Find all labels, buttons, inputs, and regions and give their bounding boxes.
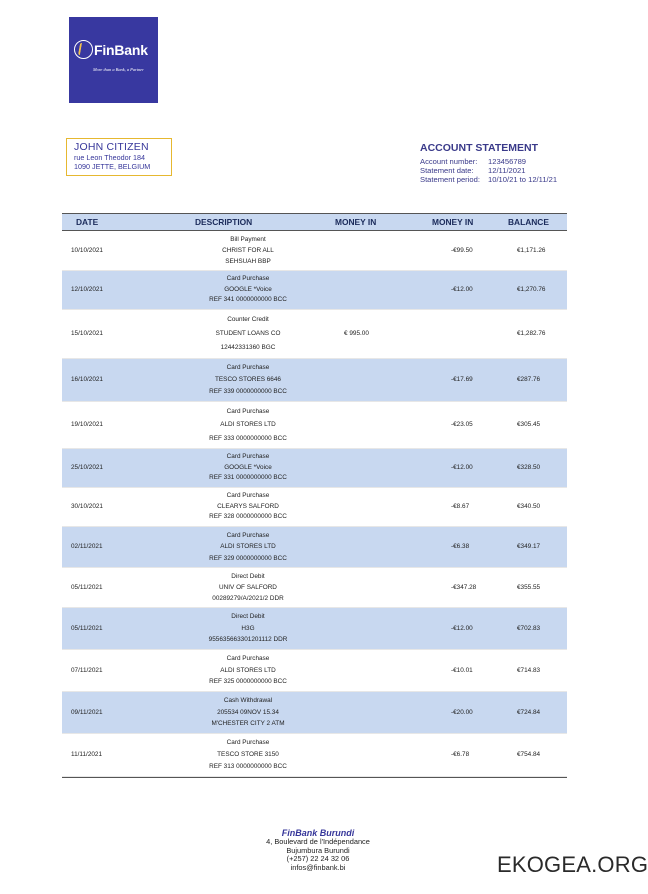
table-row <box>62 692 567 734</box>
row-date: 07/11/2021 <box>71 666 103 674</box>
table-row <box>62 310 567 359</box>
row-description <box>158 362 338 398</box>
row-description <box>158 313 338 355</box>
row-date: 16/10/2021 <box>71 376 103 383</box>
row-date: 02/11/2021 <box>71 543 103 550</box>
row-description-line: CLEARYS SALFORD <box>217 502 279 510</box>
row-date: 30/10/2021 <box>71 503 103 510</box>
table-row <box>62 488 567 527</box>
row-description-line: REF 328 0000000000 BCC <box>209 513 287 521</box>
row-description-line: Direct Debit <box>231 613 265 620</box>
row-money-out: -€23.05 <box>451 421 473 428</box>
row-balance: €328.50 <box>517 464 541 471</box>
row-date: 15/10/2021 <box>71 330 103 337</box>
row-balance: €1,270.76 <box>517 286 546 293</box>
row-balance: €287.76 <box>517 376 541 383</box>
row-date: 10/10/2021 <box>71 246 103 254</box>
row-description-line: Bill Payment <box>230 236 266 243</box>
table-row <box>62 231 567 271</box>
row-balance: €340.50 <box>517 503 541 510</box>
row-description-line: REF 333 0000000000 BCC <box>209 434 287 442</box>
row-date: 25/10/2021 <box>71 464 103 471</box>
row-description-line: Card Purchase <box>226 492 270 499</box>
row-money-out: -€20.00 <box>451 708 473 716</box>
row-description-line: Card Purchase <box>226 408 270 415</box>
row-description-line: 12442331360 BGC <box>220 344 276 351</box>
row-money-out: -€10.01 <box>451 666 473 674</box>
row-description-line: REF 341 0000000000 BCC <box>209 296 287 304</box>
row-date: 05/11/2021 <box>71 583 103 591</box>
row-description-line: ALDI STORES LTD <box>220 666 276 674</box>
row-description <box>158 274 338 306</box>
row-money-out: -€17.69 <box>451 376 473 383</box>
row-description-line: ALDI STORES LTD <box>220 543 276 551</box>
statement-info <box>420 142 557 184</box>
table-row <box>62 359 567 402</box>
row-description <box>158 611 338 646</box>
customer-name: JOHN CITIZEN <box>74 141 149 153</box>
row-balance: €702.83 <box>517 624 541 632</box>
row-description-line: 205534 09NOV 15.34 <box>217 708 279 716</box>
logo-brand-name: FinBank <box>94 42 148 58</box>
row-date: 09/11/2021 <box>71 708 103 716</box>
table-row <box>62 608 567 650</box>
table-bottom-rule <box>62 777 567 778</box>
table-row <box>62 650 567 692</box>
row-description <box>158 571 338 604</box>
table-header <box>62 213 567 231</box>
row-description-line: GOOGLE *Voice <box>224 463 272 471</box>
row-money-out: -€12.00 <box>451 286 473 293</box>
row-description-line: REF 313 0000000000 BCC <box>209 763 287 770</box>
watermark-text: EKOGEA.ORG <box>497 852 648 877</box>
row-description-line: Card Purchase <box>226 275 270 282</box>
header-balance: BALANCE <box>508 217 549 227</box>
row-description-line: TESCO STORES 6646 <box>215 376 281 383</box>
customer-address-line1: rue Leon Theodor 184 <box>74 153 146 162</box>
row-money-out: -€12.00 <box>451 624 473 632</box>
customer-address-box <box>66 138 172 176</box>
row-description-line: REF 331 0000000000 BCC <box>209 474 287 482</box>
row-balance: €305.45 <box>517 421 541 428</box>
statement-date-row <box>420 166 557 175</box>
row-description-line: STUDENT LOANS CO <box>215 330 281 337</box>
statement-period-row <box>420 175 557 184</box>
page-footer <box>220 828 416 872</box>
account-number-row <box>420 157 557 166</box>
row-description-line: CHRIST FOR ALL <box>222 247 274 254</box>
statement-period-value: 10/10/21 to 12/11/21 <box>488 175 558 184</box>
statement-date-label: Statement date: <box>420 166 474 175</box>
statement-period-label: Statement period: <box>420 175 480 184</box>
table-row <box>62 449 567 488</box>
row-money-out: -€347.28 <box>451 583 477 591</box>
footer-address-line2: Bujumbura Burundi <box>286 845 350 855</box>
row-description-line: Card Purchase <box>226 532 270 539</box>
transactions-table <box>62 213 567 777</box>
table-row <box>62 527 567 568</box>
row-description <box>158 653 338 688</box>
row-description <box>158 405 338 445</box>
row-description-line: 955635663301201112 DDR <box>208 636 288 644</box>
row-description-line: ALDI STORES LTD <box>220 421 276 429</box>
row-description-line: Counter Credit <box>227 316 269 323</box>
row-money-out: -€12.00 <box>451 464 473 471</box>
account-number-value: 123456789 <box>488 157 527 166</box>
row-balance: €349.17 <box>517 543 541 550</box>
row-description <box>158 234 338 267</box>
row-description-line: UNIV OF SALFORD <box>219 584 277 591</box>
row-date: 11/11/2021 <box>71 751 103 758</box>
row-date: 19/10/2021 <box>71 421 103 428</box>
row-money-in: € 995.00 <box>344 330 369 337</box>
header-date: DATE <box>76 217 99 227</box>
row-description-line: H3G <box>241 624 255 632</box>
row-description <box>158 452 338 484</box>
row-description-line: SEHSUAH BBP <box>225 258 271 265</box>
header-money-in: MONEY IN <box>335 217 377 227</box>
table-row <box>62 271 567 310</box>
logo-tagline: More than a Bank, a Partner <box>93 67 144 72</box>
row-balance: €724.84 <box>517 708 541 716</box>
table-body <box>62 231 567 777</box>
row-balance: €1,282.76 <box>517 330 546 337</box>
row-description-line: Card Purchase <box>226 739 270 746</box>
bank-logo <box>69 17 158 103</box>
footer-phone: (+257) 22 24 32 06 <box>286 854 350 864</box>
row-description <box>158 695 338 730</box>
row-description-line: Direct Debit <box>231 573 265 580</box>
row-date: 12/10/2021 <box>71 286 103 293</box>
row-description-line: 00289279/A/2021/2 DDR <box>212 595 284 602</box>
account-number-label: Account number: <box>420 157 478 166</box>
row-balance: €355.55 <box>517 583 541 591</box>
row-description-line: REF 339 0000000000 BCC <box>209 388 287 395</box>
row-money-out: -€8.67 <box>451 503 470 510</box>
row-description-line: Cash Withdrawal <box>223 697 273 704</box>
row-description-line: M'CHESTER CITY 2 ATM <box>211 720 285 728</box>
row-money-out: -€6.78 <box>451 751 470 758</box>
row-description-line: Card Purchase <box>226 364 270 371</box>
row-description <box>158 737 338 773</box>
footer-bank-name: FinBank Burundi <box>281 828 355 838</box>
statement-date-value: 12/11/2021 <box>488 166 526 175</box>
row-description-line: REF 329 0000000000 BCC <box>209 554 287 562</box>
table-row <box>62 568 567 608</box>
statement-title: ACCOUNT STATEMENT <box>420 142 539 154</box>
row-money-out: -€99.50 <box>451 246 473 254</box>
header-description: DESCRIPTION <box>195 217 253 227</box>
row-description-line: Card Purchase <box>226 453 270 460</box>
row-balance: €714.83 <box>517 666 541 674</box>
table-row <box>62 402 567 449</box>
finbank-logo-icon <box>74 40 93 59</box>
footer-email: infos@finbank.bi <box>290 862 346 872</box>
row-money-out: -€6.38 <box>451 543 470 550</box>
row-date: 05/11/2021 <box>71 624 103 632</box>
footer-address-line1: 4, Boulevard de l'Indépendance <box>266 837 370 846</box>
row-balance: €754.84 <box>517 751 541 758</box>
row-description <box>158 491 338 523</box>
table-row <box>62 734 567 777</box>
row-description-line: GOOGLE *Voice <box>224 285 272 293</box>
row-description-line: REF 325 0000000000 BCC <box>209 678 287 686</box>
header-money-out: MONEY IN <box>432 217 474 227</box>
row-description <box>158 530 338 564</box>
customer-address-line2: 1090 JETTE, BELGIUM <box>74 162 151 171</box>
row-balance: €1,171.26 <box>517 246 546 254</box>
row-description-line: TESCO STORE 3150 <box>217 751 279 758</box>
row-description-line: Card Purchase <box>226 655 270 662</box>
